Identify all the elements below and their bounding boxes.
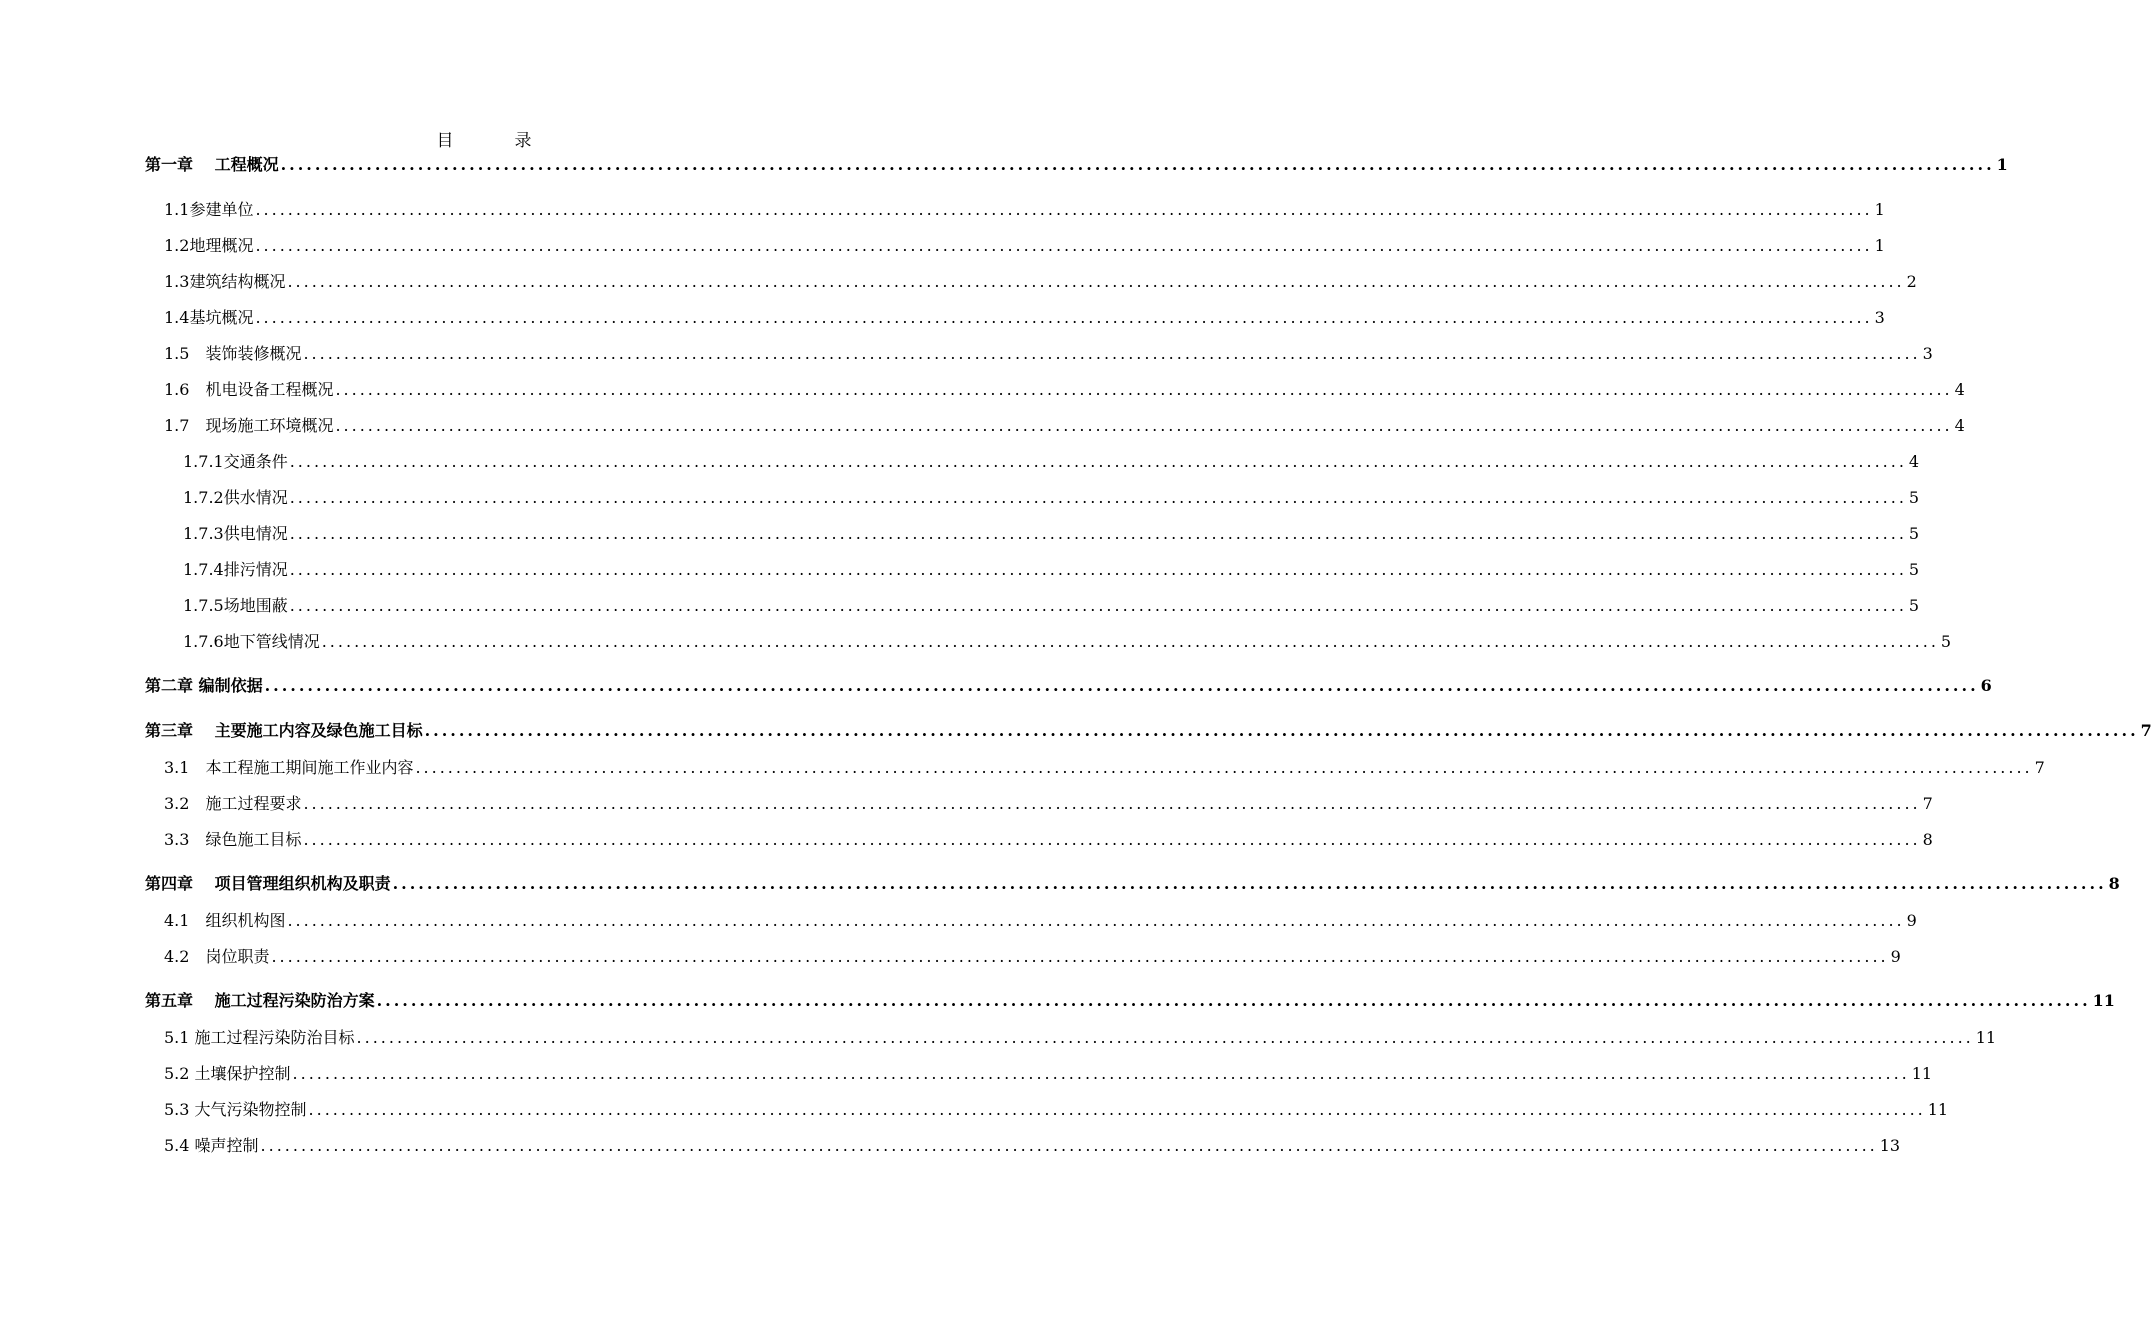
toc-entry[interactable] <box>145 416 1965 436</box>
toc-entry-label: 3.3 绿色施工目标 <box>164 830 302 849</box>
toc-page-number: 1 <box>1996 155 2008 174</box>
toc-entry-label: 5.3 大气污染物控制 <box>164 1100 307 1119</box>
toc-entry[interactable] <box>145 830 1933 850</box>
toc-leader-dots: ........................................................................................................................................................................................................ <box>292 1064 1910 1083</box>
toc-page-number: 11 <box>1911 1064 1933 1083</box>
toc-page-number: 13 <box>1879 1136 1901 1155</box>
toc-entry-label: 3.2 施工过程要求 <box>164 794 302 813</box>
toc-entry-label: 1.7 现场施工环境概况 <box>164 416 334 435</box>
toc-entry-label: 5.2 土壤保护控制 <box>164 1064 291 1083</box>
toc-entry-label: 1.6 机电设备工程概况 <box>164 380 334 399</box>
toc-entry-label: 第五章 施工过程污染防治方案 <box>145 991 375 1010</box>
toc-page-number: 5 <box>1908 560 1920 579</box>
toc-entry[interactable] <box>145 632 1952 652</box>
toc-leader-dots: ........................................................................................................................................................................................................ <box>289 524 1907 543</box>
toc-entry-label: 1.2地理概况 <box>164 236 254 255</box>
toc-entry-label: 1.7.1交通条件 <box>183 452 288 471</box>
toc-page-number: 4 <box>1908 452 1920 471</box>
toc-leader-dots: ........................................................................................................................................................................................................ <box>280 155 1995 174</box>
toc-leader-dots: ........................................................................................................................................................................................................ <box>287 911 1905 930</box>
toc-leader-dots: ........................................................................................................................................................................................................ <box>255 308 1873 327</box>
toc-entry[interactable] <box>145 1100 1949 1120</box>
toc-leader-dots: ........................................................................................................................................................................................................ <box>376 991 2091 1010</box>
toc-leader-dots: ........................................................................................................................................................................................................ <box>255 236 1873 255</box>
toc-entry[interactable] <box>145 911 1917 931</box>
toc-entry-label: 1.3建筑结构概况 <box>164 272 286 291</box>
toc-page-number: 2 <box>1906 272 1917 291</box>
toc-leader-dots: ........................................................................................................................................................................................................ <box>271 947 1889 966</box>
toc-leader-dots: ........................................................................................................................................................................................................ <box>289 596 1907 615</box>
toc-page-number: 11 <box>1927 1100 1949 1119</box>
toc-page-number: 4 <box>1954 416 1965 435</box>
toc-page-number: 1 <box>1874 236 1885 255</box>
toc-leader-dots: ........................................................................................................................................................................................................ <box>303 830 1921 849</box>
toc-leader-dots: ........................................................................................................................................................................................................ <box>415 758 2033 777</box>
toc-entry[interactable] <box>145 983 2115 1011</box>
toc-page-number: 11 <box>2092 991 2115 1010</box>
toc-leader-dots: ........................................................................................................................................................................................................ <box>260 1136 1878 1155</box>
toc-entry-label: 第四章 项目管理组织机构及职责 <box>145 874 391 893</box>
toc-entry[interactable] <box>145 947 1901 967</box>
toc-entry-label: 1.7.3供电情况 <box>183 524 288 543</box>
toc-entry-label: 第三章 主要施工内容及绿色施工目标 <box>145 721 423 740</box>
toc-page-number: 9 <box>1890 947 1901 966</box>
toc-page-number: 8 <box>1922 830 1933 849</box>
toc-entry[interactable] <box>145 200 1885 220</box>
toc-entry-label: 1.7.5场地围蔽 <box>183 596 288 615</box>
toc-entry-label: 3.1 本工程施工期间施工作业内容 <box>164 758 414 777</box>
toc-page-number: 7 <box>1922 794 1933 813</box>
toc-leader-dots: ........................................................................................................................................................................................................ <box>289 488 1907 507</box>
toc-entry-label: 1.7.6地下管线情况 <box>183 632 320 651</box>
toc-entry[interactable] <box>145 596 1920 616</box>
toc-page-number: 5 <box>1908 488 1920 507</box>
toc-entry[interactable] <box>145 1028 1997 1048</box>
toc-entry[interactable] <box>145 488 1920 508</box>
toc-entry[interactable] <box>145 308 1885 328</box>
toc-entry-label: 1.1参建单位 <box>164 200 254 219</box>
toc-page-number: 3 <box>1874 308 1885 327</box>
toc-entry[interactable] <box>145 866 2120 894</box>
toc-entry[interactable] <box>145 452 1920 472</box>
toc-leader-dots: ........................................................................................................................................................................................................ <box>321 632 1939 651</box>
toc-entry[interactable] <box>145 272 1917 292</box>
toc-entry-label: 1.7.2供水情况 <box>183 488 288 507</box>
toc-page-number: 9 <box>1906 911 1917 930</box>
toc-title: 目 录 <box>436 131 554 151</box>
toc-entry[interactable] <box>145 1136 1901 1156</box>
toc-entry-label: 1.5 装饰装修概况 <box>164 344 302 363</box>
toc-page-number: 6 <box>1980 676 1992 695</box>
toc-leader-dots: ........................................................................................................................................................................................................ <box>392 874 2107 893</box>
toc-entry-label: 第二章 编制依据 <box>145 676 263 695</box>
toc-leader-dots: ........................................................................................................................................................................................................ <box>308 1100 1926 1119</box>
toc-page-number: 5 <box>1908 596 1920 615</box>
toc-page-number: 7 <box>2140 721 2152 740</box>
toc-entry[interactable] <box>145 155 2008 175</box>
toc-page-number: 3 <box>1922 344 1933 363</box>
toc-entry[interactable] <box>145 560 1920 580</box>
toc-page-number: 1 <box>1874 200 1885 219</box>
toc-entry[interactable] <box>145 1064 1933 1084</box>
toc-entry[interactable] <box>145 524 1920 544</box>
toc-entry-label: 1.4基坑概况 <box>164 308 254 327</box>
toc-leader-dots: ........................................................................................................................................................................................................ <box>424 721 2139 740</box>
toc-leader-dots: ........................................................................................................................................................................................................ <box>287 272 1905 291</box>
toc-leader-dots: ........................................................................................................................................................................................................ <box>303 794 1921 813</box>
toc-entry-label: 4.1 组织机构图 <box>164 911 286 930</box>
toc-entry[interactable] <box>145 713 2152 741</box>
toc-entry-label: 1.7.4排污情况 <box>183 560 288 579</box>
toc-entry[interactable] <box>145 380 1965 400</box>
toc-entry-label: 4.2 岗位职责 <box>164 947 270 966</box>
toc-leader-dots: ........................................................................................................................................................................................................ <box>255 200 1873 219</box>
toc-entry[interactable] <box>145 758 2045 778</box>
toc-leader-dots: ........................................................................................................................................................................................................ <box>303 344 1921 363</box>
toc-entry[interactable] <box>145 794 1933 814</box>
toc-entry-label: 5.4 噪声控制 <box>164 1136 259 1155</box>
toc-page-number: 4 <box>1954 380 1965 399</box>
toc-page-number: 8 <box>2108 874 2120 893</box>
toc-entry[interactable] <box>145 668 1992 696</box>
toc-page-number: 5 <box>1940 632 1952 651</box>
toc-entry-label: 5.1 施工过程污染防治目标 <box>164 1028 355 1047</box>
toc-list <box>145 155 2152 1172</box>
toc-entry-label: 第一章 工程概况 <box>145 155 279 174</box>
toc-page-number: 11 <box>1975 1028 1997 1047</box>
toc-entry[interactable] <box>145 236 1885 256</box>
toc-leader-dots: ........................................................................................................................................................................................................ <box>335 416 1953 435</box>
toc-page-number: 7 <box>2034 758 2045 777</box>
toc-leader-dots: ........................................................................................................................................................................................................ <box>335 380 1953 399</box>
toc-leader-dots: ........................................................................................................................................................................................................ <box>289 560 1907 579</box>
toc-page-number: 5 <box>1908 524 1920 543</box>
toc-leader-dots: ........................................................................................................................................................................................................ <box>264 676 1979 695</box>
toc-leader-dots: ........................................................................................................................................................................................................ <box>356 1028 1974 1047</box>
toc-leader-dots: ........................................................................................................................................................................................................ <box>289 452 1907 471</box>
toc-entry[interactable] <box>145 344 1933 364</box>
